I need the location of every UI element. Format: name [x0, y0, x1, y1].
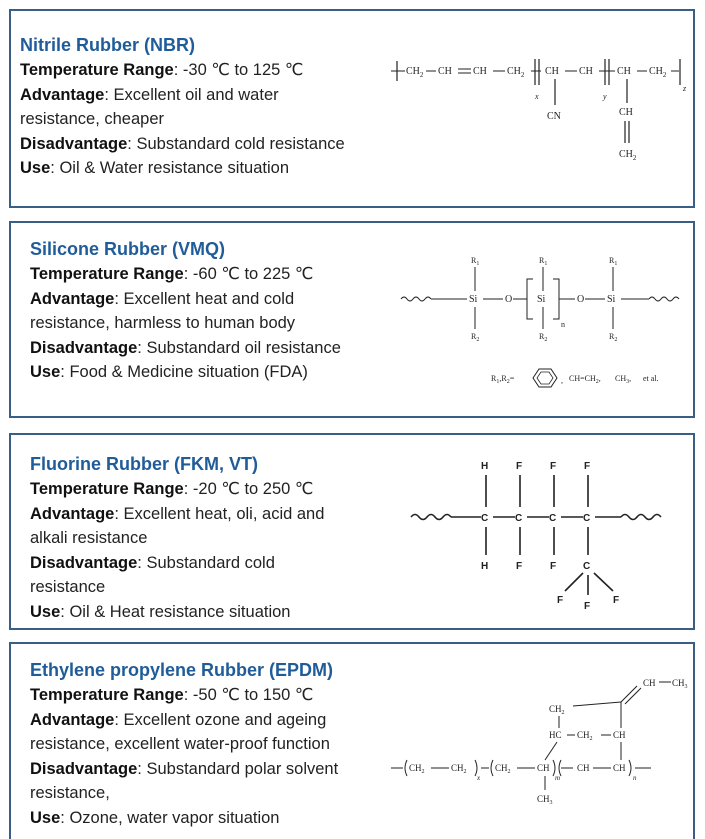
- temperature-range: Temperature Range: -30 ℃ to 125 ℃: [20, 61, 304, 79]
- nbr-z: z: [683, 84, 687, 93]
- card-title: Silicone Rubber (VMQ): [30, 239, 226, 259]
- epdm-n: n: [633, 774, 637, 782]
- epdm-ch-a: CH: [537, 763, 550, 773]
- nbr-ch2-b: $CH_2$: [507, 66, 525, 79]
- epdm-ch2-b: $CH_2$: [451, 763, 467, 775]
- epdm-m: m: [555, 774, 561, 782]
- vmq-si-b: Si: [537, 294, 546, 305]
- fkm-structure-diagram: [405, 455, 695, 615]
- disadvantage: Disadvantage: Substandard cold: [30, 553, 275, 572]
- fkm-c2: C: [515, 513, 523, 524]
- card-nbr: [9, 9, 695, 208]
- fkm-f-d: F: [550, 561, 557, 572]
- epdm-ch2-a: $CH_2$: [409, 763, 425, 775]
- nbr-cn: CN: [547, 111, 561, 122]
- nbr-structure-diagram: [391, 51, 691, 181]
- card-vmq: [9, 221, 695, 418]
- card-title: Nitrile Rubber (NBR): [20, 35, 195, 55]
- fkm-f-e: F: [584, 461, 591, 472]
- vmq-r2-a: $R_2$: [471, 332, 480, 343]
- advantage: Advantage: Excellent heat and cold: [30, 289, 295, 308]
- fkm-f-b: F: [516, 561, 523, 572]
- disadvantage-cont: resistance: [30, 578, 106, 596]
- vmq-r2-c: $R_2$: [609, 332, 618, 343]
- use: Use: Oil & Water resistance situation: [20, 159, 290, 177]
- nbr-ch-pendant: CH: [619, 107, 633, 118]
- card-epdm: [9, 642, 695, 839]
- epdm-ch-ethylidene: CH: [643, 678, 656, 688]
- epdm-ch-c: CH: [613, 763, 626, 773]
- advantage-cont: resistance, cheaper: [20, 110, 164, 128]
- card-fkm: [9, 433, 695, 630]
- nbr-ch-e: CH: [617, 66, 631, 77]
- nbr-ch2-pendant: $CH_2$: [619, 149, 637, 162]
- fkm-h-top: H: [481, 461, 489, 472]
- vmq-legend-etal: et al.: [643, 374, 659, 383]
- epdm-structure-diagram: [389, 672, 693, 812]
- epdm-ch3: $CH_3$: [537, 794, 553, 806]
- card-title: Fluorine Rubber (FKM, VT): [30, 454, 258, 474]
- nbr-ch-b: CH: [473, 66, 487, 77]
- advantage-cont: resistance, harmless to human body: [30, 314, 296, 332]
- use: Use: Ozone, water vapor situation: [30, 808, 280, 827]
- nbr-ch-a: CH: [438, 66, 452, 77]
- advantage-cont: alkali resistance: [30, 529, 148, 547]
- vmq-o-a: O: [505, 294, 513, 305]
- vmq-si-c: Si: [607, 294, 616, 305]
- vmq-structure-diagram: [399, 253, 691, 393]
- use: Use: Oil & Heat resistance situation: [30, 602, 291, 621]
- epdm-ch3-ethylidene: $CH_3$: [672, 678, 688, 690]
- card-title: Ethylene propylene Rubber (EPDM): [30, 660, 334, 680]
- vmq-legend-vinyl: $CH=CH_2$,: [569, 374, 601, 385]
- fkm-c3: C: [549, 513, 557, 524]
- epdm-hc: HC: [549, 730, 562, 740]
- vmq-n: n: [561, 320, 565, 329]
- nbr-ch-c: CH: [545, 66, 559, 77]
- vmq-legend-ch3: $CH_3$,: [615, 374, 632, 385]
- vmq-si-a: Si: [469, 294, 478, 305]
- advantage: Advantage: Excellent ozone and ageing: [30, 710, 327, 729]
- epdm-x: x: [477, 774, 481, 782]
- vmq-legend-lhs: $R_1,R_2=$: [491, 374, 515, 385]
- advantage-cont: resistance, excellent water-proof function: [30, 735, 330, 753]
- vmq-r1-b: $R_1$: [539, 256, 548, 267]
- fkm-f-a: F: [516, 461, 523, 472]
- nbr-y: y: [603, 92, 607, 101]
- fkm-h-bottom: H: [481, 561, 489, 572]
- fkm-f-h: F: [613, 595, 620, 606]
- nbr-ch2-c: $CH_2$: [649, 66, 667, 79]
- temperature-range: Temperature Range: -50 ℃ to 150 ℃: [30, 686, 314, 704]
- nbr-x: x: [535, 92, 539, 101]
- temperature-range: Temperature Range: -60 ℃ to 225 ℃: [30, 265, 314, 283]
- disadvantage: Disadvantage: Substandard polar solvent: [30, 759, 339, 778]
- vmq-r1-c: $R_1$: [609, 256, 618, 267]
- disadvantage: Disadvantage: Substandard cold resistance: [20, 134, 345, 153]
- fkm-c1: C: [481, 513, 489, 524]
- fkm-c5: C: [583, 561, 591, 572]
- vmq-o-b: O: [577, 294, 585, 305]
- fkm-f-c: F: [550, 461, 557, 472]
- fkm-c4: C: [583, 513, 591, 524]
- advantage: Advantage: Excellent oil and water: [20, 85, 279, 104]
- epdm-ch2-top: $CH_2$: [549, 704, 565, 716]
- nbr-ch-d: CH: [579, 66, 593, 77]
- epdm-ch-ring: CH: [613, 730, 626, 740]
- use: Use: Food & Medicine situation (FDA): [30, 363, 308, 381]
- vmq-r2-b: $R_2$: [539, 332, 548, 343]
- nbr-ch2-a: $CH_2$: [406, 66, 424, 79]
- vmq-r1-a: $R_1$: [471, 256, 480, 267]
- epdm-ch-b: CH: [577, 763, 590, 773]
- fkm-f-f: F: [557, 595, 564, 606]
- epdm-ch2-c: $CH_2$: [495, 763, 511, 775]
- svg-text:,: ,: [561, 376, 563, 385]
- disadvantage: Disadvantage: Substandard oil resistance: [30, 338, 341, 357]
- fkm-f-g: F: [584, 601, 591, 612]
- advantage: Advantage: Excellent heat, oli, acid and: [30, 504, 325, 523]
- epdm-ch2-bridge: $CH_2$: [577, 730, 593, 742]
- disadvantage-cont: resistance,: [30, 784, 110, 802]
- temperature-range: Temperature Range: -20 ℃ to 250 ℃: [30, 480, 314, 498]
